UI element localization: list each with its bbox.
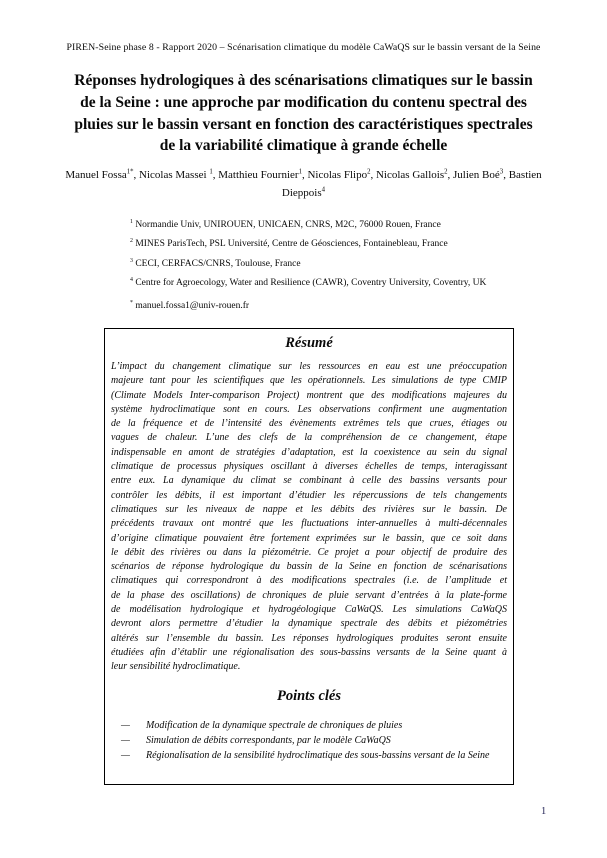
abstract-line: L’impact du changement climatique sur les ressources en eau est une préoccupation	[111, 361, 507, 372]
affiliation-list	[130, 219, 550, 296]
affiliation-text: Centre for Agroecology, Water and Resilience (CAWR), Coventry University, Coventry, UK	[132, 277, 487, 288]
author-affiliation-superscript: 3	[499, 168, 504, 176]
author-separator: ,	[301, 169, 308, 181]
affiliation-superscript: 1	[130, 218, 133, 225]
keypoint-text: Simulation de débits correspondants, par le modèle CaWaQS	[146, 734, 391, 746]
affiliation-item	[130, 277, 550, 289]
abstract-line: le débit des rivières ou dans la piézométrie. Ce projet a pour objectif de produire des	[111, 546, 507, 558]
abstract-line: majeure tant pour les scientifiques que les opérationnels. Les simulations de type CMIP	[111, 375, 507, 387]
author-separator: ,	[212, 169, 219, 181]
abstract-line: altérés sur l’ensemble du bassin. Les réponses hydrologiques produites seront ensuite	[111, 632, 507, 644]
abstract-line: précédents travaux ont montré que les fluctuations inter-annuelles à multi-décennales	[111, 518, 507, 530]
affiliation-text: Normandie Univ, UNIROUEN, UNICAEN, CNRS, M2C, 76000 Rouen, France	[132, 220, 441, 230]
author-name: Julien Boé$^3$,	[453, 168, 509, 181]
abstract-line: étudiées afin d’établir une régionalisation des sous-bassins versants de la Seine quant à	[111, 646, 507, 658]
abstract-line: de la phase des oscillations) de chroniques de pluie servant d’entrées à la plate-forme	[111, 589, 507, 601]
abstract-line: climatiques qui correspondront à des modifications spectrales (i.e. de l’amplitude et	[111, 575, 507, 587]
abstract-line: vagues de chaleur. L’une des clefs de la compréhension de ce changement, étape	[111, 432, 507, 444]
abstract-line: (Climate Models Inter-comparison Project) montrent que des modifications majeures du	[111, 389, 507, 401]
affiliation-superscript: 3	[130, 257, 133, 264]
abstract-box	[104, 328, 514, 785]
abstract-heading: Résumé	[285, 335, 333, 351]
author-separator: ,	[133, 169, 140, 181]
abstract-line: scénarios de réponse hydrologique du bassin de la Seine en fonction de scénarisations	[111, 561, 507, 573]
affiliation-item	[130, 238, 550, 250]
paper-title-line: pluies sur le bassin versant en fonction des caractéristiques spectrales	[74, 115, 533, 133]
keypoints-heading: Points clés	[276, 687, 342, 704]
abstract-line: de modélisation hydrologique et hydrogéologique CaWaQS. Les simulations CaWaQS	[111, 604, 507, 616]
author-separator: ,	[447, 169, 454, 181]
page-number: 1	[541, 806, 547, 817]
abstract-line: climatiques sur les niveaux de nappe et les débits des rivières sur le bassin. De	[111, 503, 507, 515]
email-address[interactable]: manuel.fossa1@univ-rouen.fr	[132, 301, 250, 311]
author-name: Matthieu Fournier$^1$,	[218, 168, 308, 181]
author-affiliation-superscript: 2	[444, 168, 448, 176]
abstract-line: devront alors permettre d’étudier la dynamique spectrale des débits et piézométries	[111, 618, 507, 630]
affiliation-item	[130, 219, 550, 231]
author-list	[51, 166, 556, 202]
author-separator: ,	[503, 169, 509, 181]
paper-title-line: de la Seine : une approche par modification du contenu spectral des	[80, 93, 527, 111]
author-affiliation-superscript: 4	[321, 186, 326, 194]
affiliation-item	[130, 258, 550, 270]
keypoint-text: Régionalisation de la sensibilité hydroclimatique des sous-bassins versant de la Seine	[146, 749, 490, 761]
keypoint-dash: —	[121, 719, 130, 731]
author-affiliation-superscript: 1	[209, 168, 213, 176]
author-name: Bastien Dieppois$^4$	[281, 169, 542, 199]
abstract-line: climatique de processus physiques oscillant à diverses échelles de temps, interagissant	[111, 461, 507, 473]
keypoint-item	[111, 718, 507, 733]
abstract-line: leur sensibilité hydroclimatique.	[111, 661, 241, 673]
author-name: Nicolas Massei $^1$,	[139, 168, 219, 181]
author-name: Nicolas Gallois$^2$,	[375, 168, 454, 181]
author-separator: ,	[370, 169, 376, 181]
paper-title	[0, 70, 607, 157]
keypoint-item	[111, 748, 507, 763]
abstract-line: d’origine climatique pouvaient être fortement exprimées sur le bassin, que ce soit dans	[111, 532, 507, 544]
email-asterisk: *	[130, 299, 133, 306]
affiliation-superscript: 2	[130, 238, 133, 245]
abstract-line: entre eux. La dynamique du climat se combinant à celle des bassins versants pour	[111, 475, 507, 487]
paper-title-line: Réponses hydrologiques à des scénarisations climatiques sur le bassin	[74, 72, 533, 89]
abstract-body	[111, 360, 507, 675]
author-name: Nicolas Flipo$^2$,	[307, 168, 376, 181]
author-affiliation-superscript: 2	[367, 168, 371, 176]
author-affiliation-superscript: 1*	[126, 168, 134, 176]
affiliation-text: MINES ParisTech, PSL Université, Centre de Géosciences, Fontainebleau, France	[132, 239, 448, 250]
author-affiliation-superscript: 1	[298, 168, 302, 176]
paper-title-line: de la variabilité climatique à grande échelle	[159, 137, 448, 155]
corresponding-author-email	[130, 300, 249, 312]
abstract-line: indispensable en amont de stratégies d’adaptation, est la coexistence au sein du signal	[111, 446, 507, 458]
affiliation-superscript: 4	[130, 276, 133, 283]
keypoint-dash: —	[121, 734, 130, 746]
affiliation-text: CECI, CERFACS/CNRS, Toulouse, France	[132, 258, 301, 269]
abstract-line: de la fréquence et de l’intensité des évènements extrêmes tels que crues, étiages ou	[111, 418, 507, 430]
author-name: Manuel Fossa$^{1*}$,	[65, 168, 140, 181]
keypoint-text: Modification de la dynamique spectrale de chroniques de pluies	[146, 719, 403, 731]
abstract-line: contrôler les débits, il est important d’étudier les répercussions de tels changements	[111, 489, 507, 501]
running-header: PIREN-Seine phase 8 - Rapport 2020 – Scénarisation climatique du modèle CaWaQS sur le bassin versant de la Seine	[66, 42, 541, 53]
keypoint-item	[111, 733, 507, 748]
keypoint-dash: —	[121, 749, 130, 761]
keypoints-list	[111, 718, 507, 763]
abstract-line: système hydroclimatique sont en cours. Les observations confirment une augmentation	[111, 403, 507, 415]
